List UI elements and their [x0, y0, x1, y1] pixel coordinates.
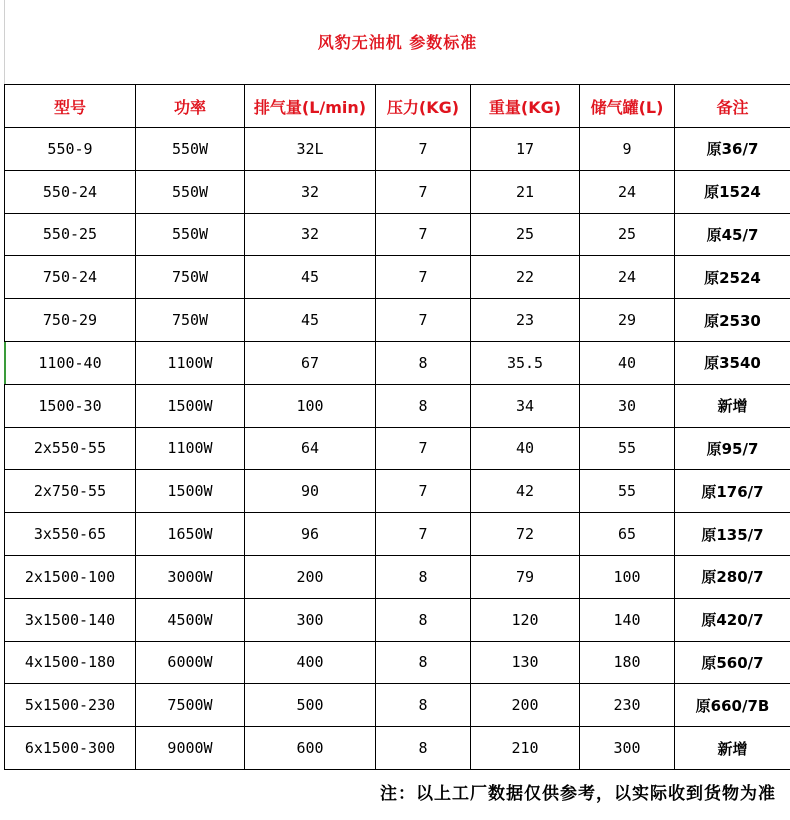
table-row	[5, 641, 790, 684]
table-row	[5, 299, 790, 342]
cell-power: 750W	[136, 256, 245, 299]
cell-pressure: 8	[376, 384, 471, 427]
cell-power: 7500W	[136, 684, 245, 727]
cell-note: 新增	[675, 727, 790, 770]
cell-power: 1100W	[136, 427, 245, 470]
cell-power: 4500W	[136, 598, 245, 641]
cell-weight: 35.5	[471, 341, 580, 384]
cell-flow: 96	[245, 513, 376, 556]
cell-pressure: 7	[376, 213, 471, 256]
cell-tank: 140	[580, 598, 675, 641]
cell-note: 原3540	[675, 341, 790, 384]
cell-note: 新增	[675, 384, 790, 427]
table-row	[5, 170, 790, 213]
table-row	[5, 256, 790, 299]
cell-note: 原2524	[675, 256, 790, 299]
header-weight: 重量(KG)	[471, 85, 580, 128]
cell-pressure: 7	[376, 170, 471, 213]
title-area	[4, 0, 790, 84]
cell-tank: 30	[580, 384, 675, 427]
cell-pressure: 8	[376, 341, 471, 384]
cell-power: 550W	[136, 170, 245, 213]
header-row	[5, 85, 790, 128]
cell-note: 原420/7	[675, 598, 790, 641]
cell-flow: 64	[245, 427, 376, 470]
header-model: 型号	[5, 85, 136, 128]
cell-flow: 67	[245, 341, 376, 384]
cell-model: 750-24	[5, 256, 136, 299]
table-row	[5, 513, 790, 556]
cell-note: 原36/7	[675, 128, 790, 171]
cell-power: 1500W	[136, 470, 245, 513]
cell-model: 3x1500-140	[5, 598, 136, 641]
cell-note: 原660/7B	[675, 684, 790, 727]
table-row	[5, 555, 790, 598]
cell-model: 6x1500-300	[5, 727, 136, 770]
cell-weight: 25	[471, 213, 580, 256]
cell-power: 1100W	[136, 341, 245, 384]
cell-note: 原135/7	[675, 513, 790, 556]
header-tank: 储气罐(L)	[580, 85, 675, 128]
cell-flow: 90	[245, 470, 376, 513]
cell-tank: 100	[580, 555, 675, 598]
table-row	[5, 470, 790, 513]
cell-power: 1500W	[136, 384, 245, 427]
cell-model: 4x1500-180	[5, 641, 136, 684]
cell-flow: 32L	[245, 128, 376, 171]
table-row	[5, 684, 790, 727]
cell-model: 5x1500-230	[5, 684, 136, 727]
cell-tank: 180	[580, 641, 675, 684]
cell-pressure: 7	[376, 470, 471, 513]
cell-pressure: 7	[376, 128, 471, 171]
cell-note: 原176/7	[675, 470, 790, 513]
table-row	[5, 341, 790, 384]
cell-tank: 24	[580, 256, 675, 299]
cell-weight: 34	[471, 384, 580, 427]
cell-model: 550-25	[5, 213, 136, 256]
table-row	[5, 128, 790, 171]
cell-model: 2x1500-100	[5, 555, 136, 598]
cell-power: 550W	[136, 213, 245, 256]
cell-weight: 21	[471, 170, 580, 213]
cell-tank: 55	[580, 427, 675, 470]
cell-flow: 100	[245, 384, 376, 427]
table-row	[5, 727, 790, 770]
cell-weight: 17	[471, 128, 580, 171]
cell-flow: 600	[245, 727, 376, 770]
cell-note: 原45/7	[675, 213, 790, 256]
cell-pressure: 8	[376, 555, 471, 598]
cell-power: 9000W	[136, 727, 245, 770]
header-power: 功率	[136, 85, 245, 128]
cell-tank: 25	[580, 213, 675, 256]
cell-weight: 42	[471, 470, 580, 513]
table-row	[5, 598, 790, 641]
cell-weight: 79	[471, 555, 580, 598]
cell-tank: 55	[580, 470, 675, 513]
cell-model: 1500-30	[5, 384, 136, 427]
cell-model: 2x550-55	[5, 427, 136, 470]
header-flow: 排气量(L/min)	[245, 85, 376, 128]
cell-model: 2x750-55	[5, 470, 136, 513]
cell-flow: 45	[245, 256, 376, 299]
cell-note: 原560/7	[675, 641, 790, 684]
cell-weight: 23	[471, 299, 580, 342]
header-note: 备注	[675, 85, 790, 128]
cell-model: 750-29	[5, 299, 136, 342]
cell-flow: 45	[245, 299, 376, 342]
table-row	[5, 213, 790, 256]
cell-weight: 40	[471, 427, 580, 470]
cell-pressure: 8	[376, 684, 471, 727]
cell-weight: 210	[471, 727, 580, 770]
cell-pressure: 8	[376, 598, 471, 641]
cell-pressure: 8	[376, 641, 471, 684]
cell-note: 原2530	[675, 299, 790, 342]
page-title: 风豹无油机 参数标准	[317, 33, 478, 52]
spec-table	[4, 84, 790, 770]
cell-note: 原280/7	[675, 555, 790, 598]
cell-pressure: 7	[376, 427, 471, 470]
cell-weight: 72	[471, 513, 580, 556]
cell-model: 550-24	[5, 170, 136, 213]
cell-pressure: 7	[376, 299, 471, 342]
table-body	[5, 128, 790, 770]
cell-power: 750W	[136, 299, 245, 342]
cell-pressure: 7	[376, 513, 471, 556]
cell-weight: 22	[471, 256, 580, 299]
cell-flow: 500	[245, 684, 376, 727]
cell-tank: 9	[580, 128, 675, 171]
cell-flow: 200	[245, 555, 376, 598]
cell-weight: 200	[471, 684, 580, 727]
row-selection-marker	[4, 342, 6, 384]
cell-pressure: 8	[376, 727, 471, 770]
header-pressure: 压力(KG)	[376, 85, 471, 128]
cell-tank: 65	[580, 513, 675, 556]
cell-tank: 29	[580, 299, 675, 342]
cell-power: 6000W	[136, 641, 245, 684]
cell-tank: 40	[580, 341, 675, 384]
cell-flow: 400	[245, 641, 376, 684]
table-row	[5, 427, 790, 470]
cell-flow: 32	[245, 170, 376, 213]
cell-power: 1650W	[136, 513, 245, 556]
cell-weight: 120	[471, 598, 580, 641]
cell-flow: 300	[245, 598, 376, 641]
footer-note: 注：以上工厂数据仅供参考，以实际收到货物为准	[380, 784, 776, 804]
cell-note: 原1524	[675, 170, 790, 213]
cell-tank: 300	[580, 727, 675, 770]
cell-note: 原95/7	[675, 427, 790, 470]
cell-flow: 32	[245, 213, 376, 256]
cell-model: 550-9	[5, 128, 136, 171]
cell-weight: 130	[471, 641, 580, 684]
cell-pressure: 7	[376, 256, 471, 299]
cell-power: 550W	[136, 128, 245, 171]
cell-tank: 230	[580, 684, 675, 727]
cell-tank: 24	[580, 170, 675, 213]
cell-model: 3x550-65	[5, 513, 136, 556]
cell-power: 3000W	[136, 555, 245, 598]
table-row	[5, 384, 790, 427]
cell-model: 1100-40	[5, 341, 136, 384]
